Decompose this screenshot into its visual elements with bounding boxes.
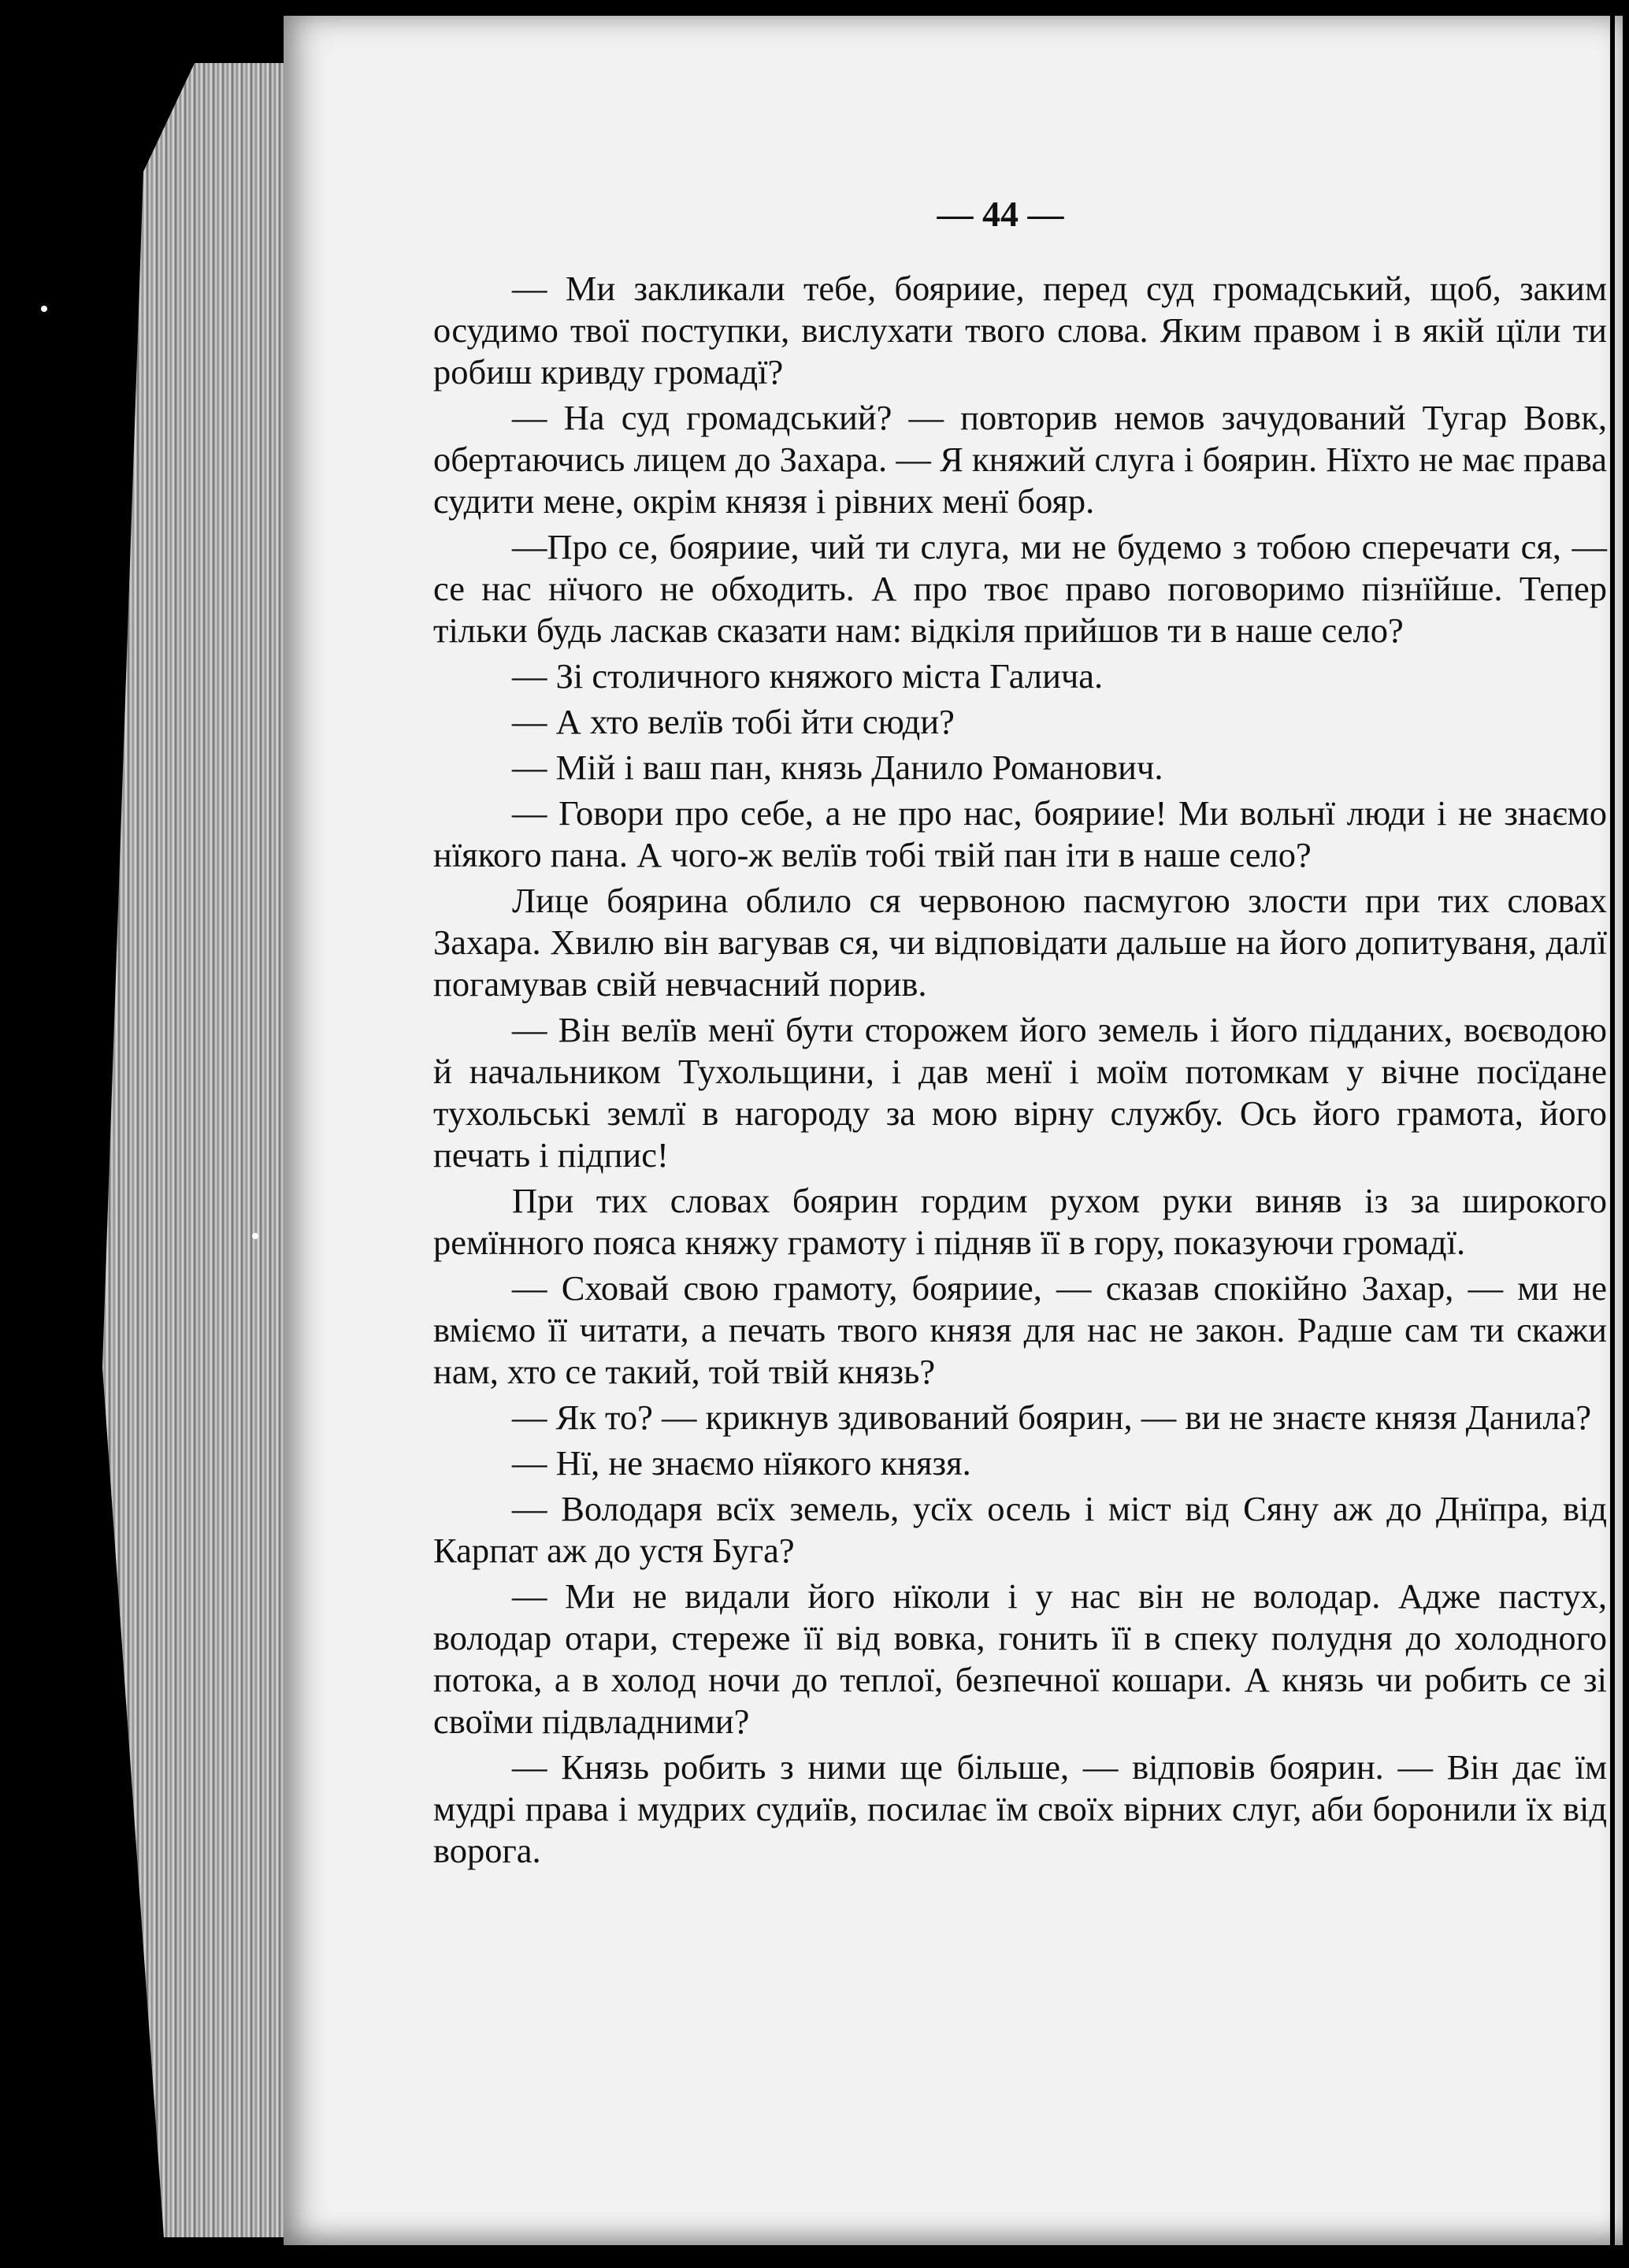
paragraph: — Ми закликали тебе, бояриие, перед суд громадський, щоб, заким осудимо твої поступки, вислухати твого слова. Яким правом і в якій цїли ти робиш кривду громадї? [433,269,1607,392]
book-page-edges [102,63,307,2237]
paragraph: Лице боярина облило ся червоною пасмугою злости при тих словах Захара. Хвилю він вагував ся, чи відповідати дальше на його допитуваня, далї погамував свій невчасний порив. [433,881,1607,1004]
body-text [433,268,1607,1876]
paragraph: — Він велїв менї бути сторожем його земель і його підданих, воєводою й начальником Тухольщини, і дав менї і моїм потомкам у вічне посїдане тухольські землї в нагороду за мою вірну службу. Ось його грамота, його печать і підпис! [433,1010,1607,1175]
paragraph: — Володаря всїх земель, усїх осель і міст від Сяну аж до Днїпра, від Карпат аж до устя Буга? [433,1489,1607,1570]
page-number: — 44 — [937,194,1064,234]
paragraph: — На суд громадський? — повторив немов зачудований Тугар Вовк, обертаючись лицем до Захара. — Я княжий слуга і боярин. Нїхто не має права судити мене, окрім князя і рівних менї бояр. [433,398,1607,521]
paragraph: При тих словах боярин гордим рухом руки виняв із за широкого ремїнного пояса княжу грамоту і підняв її в гору, показуючи громадї. [433,1181,1607,1262]
scan-speck [41,306,47,312]
paragraph: — Сховай свою грамоту, бояриие, — сказав спокійно Захар, — ми не вміємо її читати, а печать твого князя для нас не закон. Радше сам ти скажи нам, хто се такий, той твій князь? [433,1268,1607,1391]
paragraph: — Як то? — крикнув здивований боярин, — ви не знаєте князя Данила? [512,1398,1592,1437]
paragraph: — Ми не видали його нїколи і у нас він не володар. Адже пастух, володар отари, стереже її від вовка, гонить її в спеку полудня до холодного потока, а в холод ночи до теплої, безпечної кошари. А князь чи робить се зі своїми підвладними? [433,1576,1607,1741]
book-page [284,16,1623,2245]
paragraph: — Говори про себе, а не про нас, бояриие! Ми вольнї люди і не знаємо нїякого пана. А чого-ж велїв тобі твій пан іти в наше село? [433,793,1607,874]
paragraph: — А хто велїв тобі йти сюди? [512,702,955,741]
paragraph: — Мій і ваш пан, князь Данило Романович. [512,748,1163,787]
paragraph: —Про се, бояриие, чий ти слуга, ми не будемо з тобою сперечати ся, — се нас нїчого не обходить. А про твоє право поговоримо пізнїйше. Тепер тільки будь ласкав сказати нам: відкіля прийшов ти в наше село? [433,527,1607,650]
paragraph: — Князь робить з ними ще більше, — відповів боярин. — Він дає їм мудрі права і мудрих судиїв, посилає їм своїх вірних слуг, аби боронили їх від ворога. [433,1747,1607,1870]
scan-speck [252,1233,258,1239]
paragraph: — Нї, не знаємо нїякого князя. [512,1443,971,1483]
paragraph: — Зі столичного княжого міста Галича. [512,656,1104,696]
page-border [1610,16,1615,2245]
